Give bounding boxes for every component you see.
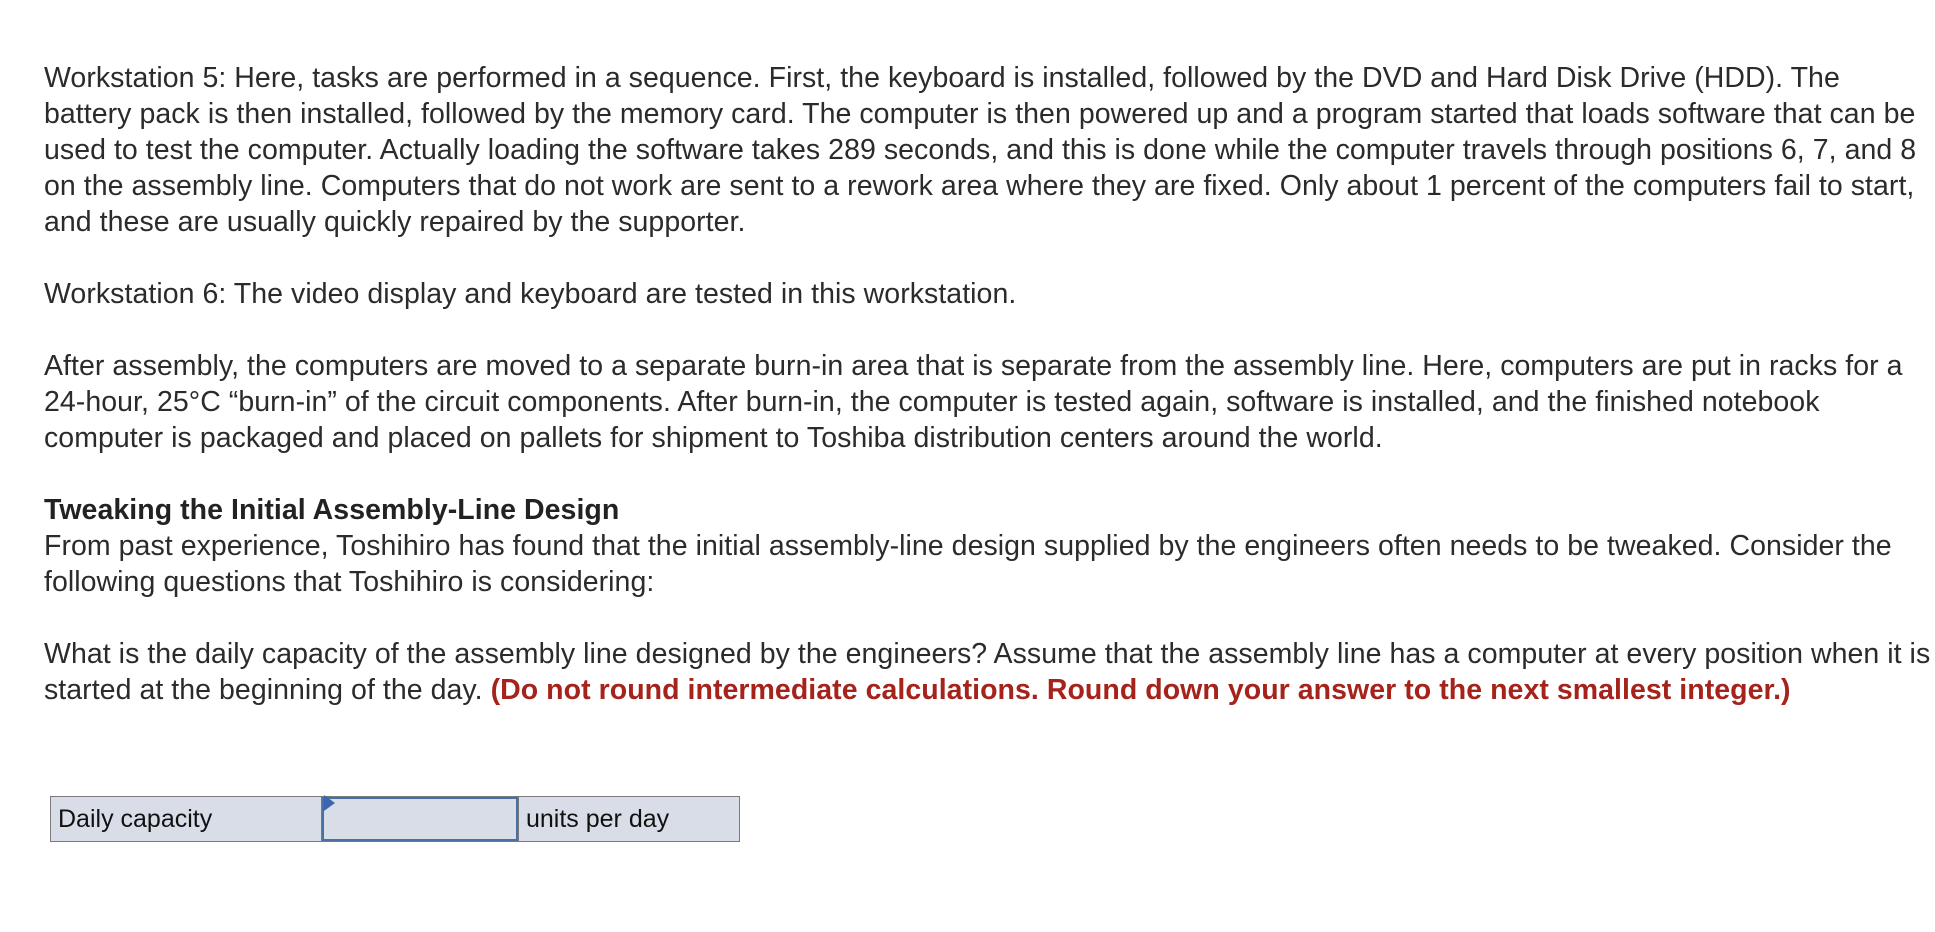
daily-capacity-label: Daily capacity [51, 797, 322, 842]
daily-capacity-input[interactable] [322, 797, 518, 841]
section-heading: Tweaking the Initial Assembly-Line Design [44, 494, 620, 526]
after-assembly-paragraph: After assembly, the computers are moved to a separate burn-in area that is separate from the assembly line. Here, computers are put in racks for a 24-hour, 25°C “burn-in” of the circuit components. After burn-in, the computer is tested again, software is installed, and the finished notebook computer is packaged and placed on pallets for shipment to Toshiba distribution centers around the world. [44, 350, 1903, 454]
question-content [44, 60, 1934, 744]
answer-table [50, 796, 740, 842]
question-paragraph [44, 636, 1934, 708]
section-block [44, 492, 1934, 600]
workstation5-paragraph: Workstation 5: Here, tasks are performed in a sequence. First, the keyboard is installed, followed by the DVD and Hard Disk Drive (HDD). The battery pack is then installed, followed by the memory card. The computer is then powered up and a program started that loads software that can be used to test the computer. Actually loading the software takes 289 seconds, and this is done while the computer travels through positions 6, 7, and 8 on the assembly line. Computers that do not work are sent to a rework area where they are fixed. Only about 1 percent of the computers fail to start, and these are usually quickly repaired by the supporter. [44, 62, 1917, 238]
answer-input-cell [322, 797, 519, 842]
units-per-day-label: units per day [519, 797, 740, 842]
rounding-instruction: (Do not round intermediate calculations. Round down your answer to the next smallest integer.) [490, 674, 1791, 706]
question-text: What is the daily capacity of the assembly line designed by the engineers? Assume that the assembly line has a computer at every position when it is started at the beginning of the day. [44, 638, 1931, 706]
answer-row [51, 797, 740, 842]
workstation6-paragraph: Workstation 6: The video display and keyboard are tested in this workstation. [44, 278, 1017, 310]
input-corner-flag-icon [324, 795, 335, 811]
section-body: From past experience, Toshihiro has found that the initial assembly-line design supplied by the engineers often needs to be tweaked. Consider the following questions that Toshihiro is considering: [44, 530, 1892, 598]
